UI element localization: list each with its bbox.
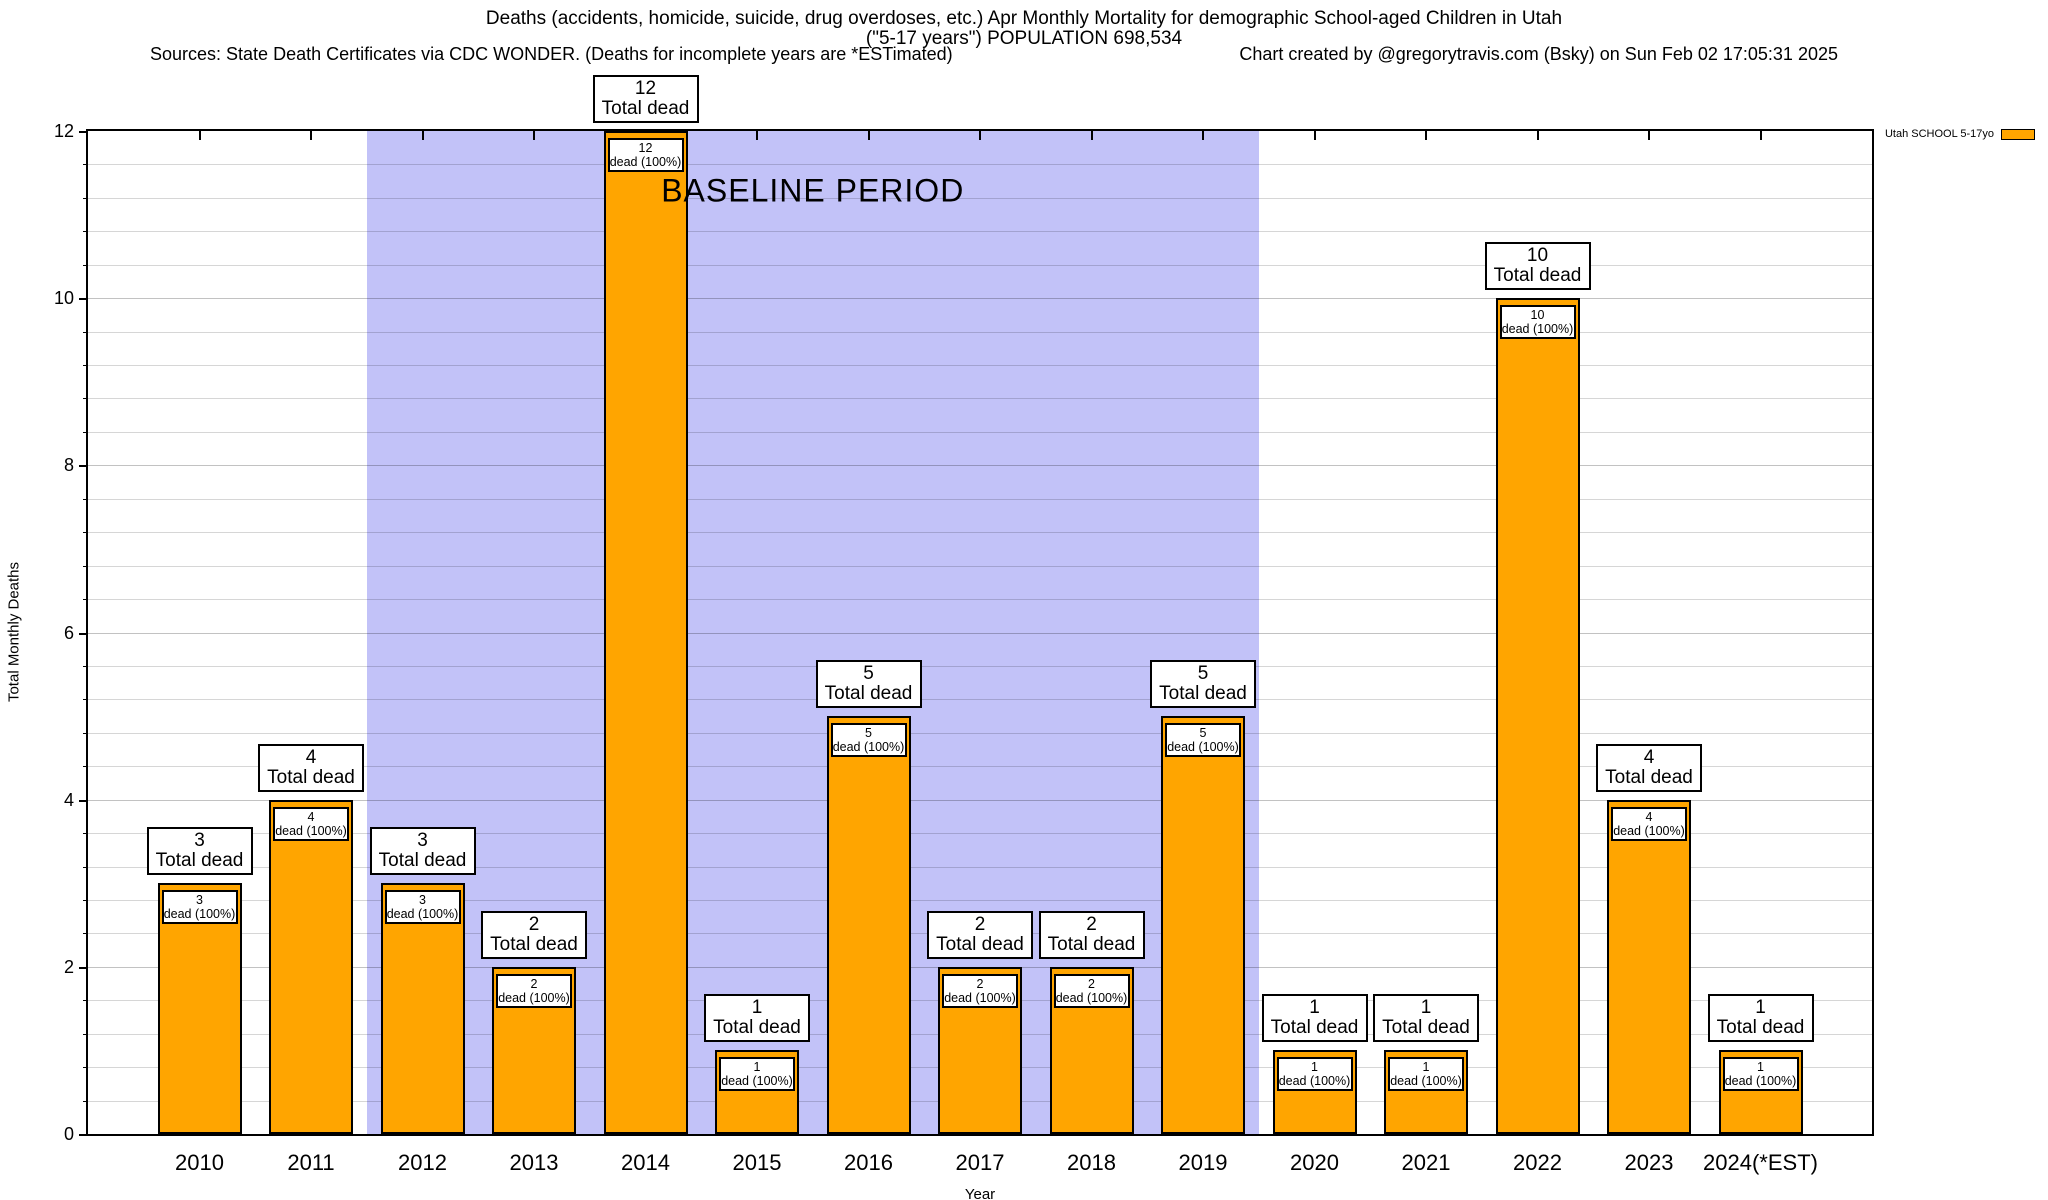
bar-inside-suffix: dead (100%) [1390,1074,1462,1089]
bar-total-value: 1 [1755,997,1766,1019]
major-gridline [88,465,1872,466]
minor-gridline [88,398,1872,399]
y-tick-label: 4 [63,789,74,810]
y-tick-major [79,1134,88,1136]
bar-total-suffix: Total dead [1605,766,1693,788]
bar-inside-value: 5 [1199,726,1207,741]
bar-inside-label [608,138,684,172]
minor-gridline [88,666,1872,667]
bar-inside-value: 1 [1757,1060,1764,1075]
x-tick-top [756,131,758,140]
y-tick-major [79,633,88,635]
bar [1607,800,1691,1134]
bar-total-suffix: Total dead [713,1017,801,1039]
bar-inside-value: 2 [976,976,984,991]
bar-total-label [1373,994,1479,1042]
x-tick-label: 2013 [509,1150,559,1175]
credit-text: Chart created by @gregorytravis.com (Bsky) on Sun Feb 02 17:05:31 2025 [1239,44,1838,64]
x-tick-top [1537,131,1539,140]
y-tick-minor [83,164,88,165]
bar-total-label [1150,660,1256,708]
bar-total-suffix: Total dead [1382,1017,1470,1039]
x-tick-top [1425,131,1427,140]
bar [604,131,688,1134]
x-tick-label: 2012 [398,1150,447,1175]
x-tick-label: 2023 [1624,1150,1674,1175]
minor-gridline [88,532,1872,533]
y-tick-minor [83,432,88,433]
minor-gridline [88,332,1872,333]
y-tick-major [79,131,88,133]
y-tick-minor [83,231,88,232]
bar [492,967,576,1134]
bar-total-suffix: Total dead [1716,1017,1805,1039]
x-tick-label: 2017 [955,1150,1005,1175]
chart-title-line1: Deaths (accidents, homicide, suicide, drug overdoses, etc.) Apr Monthly Mortality for demographic School-aged Children in Utah [485,8,1563,29]
bar-total-suffix: Total dead [1047,933,1136,955]
x-tick-label: 2022 [1513,1150,1562,1175]
bar-total-suffix: Total dead [1270,1017,1359,1039]
bar-inside-suffix: dead (100%) [163,907,236,922]
bar-total-label [1039,911,1145,959]
bar-inside-label [831,723,907,757]
x-tick-top [1314,131,1316,140]
sources-text: Sources: State Death Certificates via CDC WONDER. (Deaths for incomplete years are *ESTimated) [150,44,953,64]
chart-title-line2: ("5-17 years") POPULATION 698,534 [865,28,1183,49]
x-tick-label: 2015 [732,1150,782,1175]
minor-gridline [88,499,1872,500]
bar-inside-label [1054,974,1130,1008]
bar-total-value: 3 [417,830,428,852]
y-tick-label: 0 [63,1124,74,1144]
sources-row [150,44,1838,65]
x-tick-top [868,131,870,140]
y-tick-minor [83,1000,88,1001]
legend [1885,128,2035,140]
bar-total-suffix: Total dead [155,850,244,872]
bar-total-value: 2 [974,913,986,935]
bar-total-suffix: Total dead [378,850,467,872]
minor-gridline [88,699,1872,700]
bar-total-value: 5 [1197,663,1209,685]
bar [381,883,465,1134]
bar-inside-label [1165,723,1241,757]
bar-total-value: 2 [1086,913,1097,935]
bar-total-suffix: Total dead [490,933,578,955]
minor-gridline [88,900,1872,901]
x-tick-top [310,131,312,140]
y-tick-minor [83,1067,88,1068]
x-tick-label: 2024(*EST) [1703,1150,1818,1175]
major-gridline [88,800,1872,801]
y-tick-minor [83,1034,88,1035]
bar-total-value: 1 [1309,997,1320,1019]
bar-inside-value: 12 [638,141,653,155]
y-tick-minor [83,566,88,567]
x-tick-label: 2016 [844,1150,893,1175]
bar-inside-value: 1 [1422,1060,1430,1075]
bar [1384,1050,1468,1134]
y-tick-minor [83,766,88,767]
x-tick-label: 2014 [621,1150,670,1175]
x-tick-label: 2019 [1178,1150,1228,1175]
x-tick-label: 2021 [1401,1150,1451,1175]
y-tick-label: 8 [63,455,74,476]
y-tick-minor [83,900,88,901]
bar-inside-suffix: dead (100%) [275,823,347,838]
bar-inside-suffix: dead (100%) [1613,823,1685,838]
bar [269,800,353,1134]
bar [1719,1050,1803,1134]
y-tick-major [79,967,88,969]
minor-gridline [88,265,1872,266]
bar-inside-label [385,890,461,924]
bar-total-value: 2 [528,913,540,935]
bar-inside-value: 2 [530,976,538,991]
bar-total-suffix: Total dead [601,98,690,119]
bar-total-label [147,827,253,875]
bar-inside-suffix: dead (100%) [1278,1074,1351,1089]
baseline-period-label: BASELINE PERIOD [661,172,965,209]
x-tick-label: 2020 [1290,1150,1339,1175]
y-tick-minor [83,699,88,700]
bar-inside-suffix: dead (100%) [498,990,570,1005]
bar-inside-value: 2 [1088,976,1095,991]
bar-total-label [1262,994,1368,1042]
bar-inside-suffix: dead (100%) [944,990,1016,1005]
plot-area [53,78,1874,1200]
bar-inside-value: 4 [307,809,315,824]
minor-gridline [88,566,1872,567]
minor-gridline [88,599,1872,600]
bar-inside-value: 3 [196,893,203,908]
x-tick-label: 2011 [287,1150,335,1175]
bar [1161,716,1245,1134]
y-tick-minor [83,499,88,500]
bar-total-label [1596,744,1702,792]
x-tick-top [1091,131,1093,140]
y-tick-minor [83,1101,88,1102]
bar-inside-suffix: dead (100%) [721,1074,793,1089]
bar-inside-label [942,974,1018,1008]
bar-total-suffix: Total dead [1493,265,1582,287]
bar [1273,1050,1357,1134]
bar-inside-suffix: dead (100%) [1724,1074,1797,1089]
x-tick-label: 2018 [1067,1150,1116,1175]
legend-color-swatch [2001,129,2035,140]
bar-total-suffix: Total dead [1159,683,1247,705]
y-tick-minor [83,599,88,600]
minor-gridline [88,231,1872,232]
bar-inside-label [1723,1057,1799,1091]
y-tick-label: 10 [53,288,74,309]
bar-inside-suffix: dead (100%) [832,740,905,755]
y-axis-title: Total Monthly Deaths [5,561,23,703]
bar-total-value: 4 [305,746,317,768]
bar [158,883,242,1134]
bar-total-label [816,660,922,708]
bar-total-label [927,911,1033,959]
major-gridline [88,298,1872,299]
bar-inside-value: 1 [1311,1060,1318,1075]
bar-total-label [481,911,587,959]
minor-gridline [88,198,1872,199]
x-tick-top [979,131,981,140]
bar-inside-value: 1 [753,1060,761,1075]
bar-total-value: 10 [1526,245,1549,267]
bar-inside-value: 3 [419,893,426,908]
x-tick-top [1648,131,1650,140]
y-tick-label: 2 [63,956,74,977]
bar [827,716,911,1134]
y-tick-minor [83,198,88,199]
bar-total-suffix: Total dead [824,683,913,705]
bar [938,967,1022,1134]
x-tick-top [199,131,201,140]
bar-inside-suffix: dead (100%) [1167,740,1239,755]
bar-inside-label [273,807,349,841]
bar [1496,298,1580,1134]
bar-total-label [593,75,699,123]
x-tick-top [422,131,424,140]
y-tick-label: 12 [53,121,74,141]
major-gridline [88,633,1872,634]
minor-gridline [88,432,1872,433]
bar [1050,967,1134,1134]
minor-gridline [88,365,1872,366]
minor-gridline [88,164,1872,165]
bar-total-label [1485,242,1591,290]
legend-series-label: Utah SCHOOL 5-17yo [1884,128,1994,140]
y-tick-major [79,298,88,300]
bar-total-label [704,994,810,1042]
bar-inside-label [719,1057,795,1091]
bar-inside-value: 4 [1645,809,1653,824]
bar-inside-suffix: dead (100%) [386,907,459,922]
minor-gridline [88,833,1872,834]
bar-inside-label [162,890,238,924]
bar [715,1050,799,1134]
bar-total-suffix: Total dead [936,933,1024,955]
bar-total-value: 4 [1643,746,1655,768]
y-tick-minor [83,398,88,399]
x-tick-label: 2010 [175,1150,224,1175]
bar-total-value: 1 [1420,997,1432,1019]
minor-gridline [88,867,1872,868]
bar-total-suffix: Total dead [267,766,355,788]
y-tick-minor [83,332,88,333]
y-tick-minor [83,666,88,667]
y-tick-minor [83,733,88,734]
x-tick-top [533,131,535,140]
bar-total-value: 12 [634,78,657,99]
bar-inside-label [1277,1057,1353,1091]
bar-total-label [258,744,364,792]
y-tick-minor [83,933,88,934]
y-tick-major [79,800,88,802]
bar-inside-value: 5 [865,726,872,741]
x-axis-title: Year [964,1186,996,1200]
x-tick-top [1202,131,1204,140]
bar-total-label [370,827,476,875]
bar-total-value: 1 [751,997,763,1019]
x-tick-top [1760,131,1762,140]
y-tick-minor [83,867,88,868]
bar-inside-suffix: dead (100%) [1055,990,1128,1005]
bar-total-value: 3 [194,830,205,852]
bar-inside-label [496,974,572,1008]
y-tick-label: 6 [63,622,74,643]
bar-inside-value: 10 [1530,308,1545,323]
bar-inside-label [1611,807,1687,841]
bar-inside-label [1500,305,1576,339]
y-tick-minor [83,833,88,834]
y-tick-minor [83,532,88,533]
y-tick-minor [83,365,88,366]
bar-total-label [1708,994,1814,1042]
bar-total-value: 5 [863,663,874,685]
bar-inside-label [1388,1057,1464,1091]
y-tick-minor [83,265,88,266]
minor-gridline [88,733,1872,734]
bar-inside-suffix: dead (100%) [1501,322,1574,337]
bar-inside-suffix: dead (100%) [609,155,682,169]
y-tick-major [79,465,88,467]
